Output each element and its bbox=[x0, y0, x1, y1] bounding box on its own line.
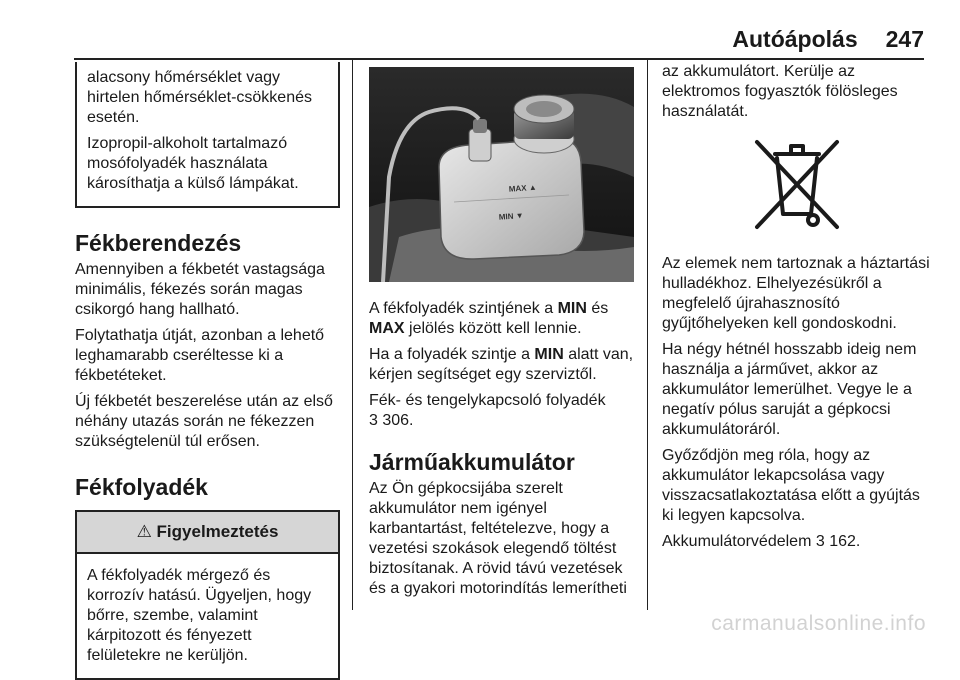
watermark: carmanualsonline.info bbox=[711, 612, 926, 635]
brake-paragraph-2: Folytathatja útját, azonban a lehető leghamarabb cseréltesse ki a fékbetéteket. bbox=[75, 327, 325, 384]
brake-paragraph-1: Amennyiben a fékbetét vastagsága minimális, fékezés során magas csikorgó hang hallható. bbox=[75, 261, 325, 318]
note-paragraph-1: alacsony hőmérséklet vagy hirtelen hőmérséklet-csökkenés esetén. bbox=[87, 69, 312, 126]
low-level-paragraph: Ha a folyadék szintje a MIN alatt van, kérjen segítséget egy szerviztől. bbox=[369, 346, 634, 383]
page-number: 247 bbox=[885, 26, 924, 52]
warning-title-bar bbox=[77, 512, 338, 554]
warning-title: Figyelmeztetés bbox=[156, 522, 279, 541]
battery-paragraph-2: az akkumulátort. Kerülje az elektromos fogyasztók fölösleges használatát. bbox=[662, 63, 898, 120]
battery-protection-paragraph: Akkumulátorvédelem 3 162. bbox=[662, 533, 861, 550]
header-rule bbox=[74, 58, 924, 60]
warning-body: A fékfolyadék mérgező és korrozív hatású. Ügyeljen, hogy bőrre, szembe, valamint kárpitozott és fényezett felületekre ne kerüljön. bbox=[87, 567, 312, 664]
photo-min-label: MIN ▼ bbox=[498, 210, 524, 222]
column-divider-2 bbox=[647, 60, 648, 610]
warning-icon: ⚠ bbox=[136, 522, 152, 541]
column-divider-1 bbox=[352, 60, 353, 610]
brake-paragraph-3: Új fékbetét beszerelése után az első néhány utazás során ne fékezzen szükségtelenül túl erősen. bbox=[75, 393, 333, 450]
storage-paragraph: Ha négy hétnél hosszabb ideig nem használja a járművet, akkor az akkumulátor lemerülhet. Vegye le a negatív pólus saruját a gépkocsi akkumulátoráról. bbox=[662, 341, 917, 438]
level-paragraph: A fékfolyadék szintjének a MIN és MAX jelölés között kell lennie. bbox=[369, 300, 609, 337]
brake-fluid-heading: Fékfolyadék bbox=[75, 474, 208, 500]
fluid-reference-paragraph: Fék- és tengelykapcsoló folyadék 3 306. bbox=[369, 392, 606, 429]
brake-system-heading: Fékberendezés bbox=[75, 230, 242, 256]
fluid-page-reference[interactable]: 3 306. bbox=[369, 412, 414, 429]
column-2 bbox=[369, 62, 634, 605]
ignition-paragraph: Győződjön meg róla, hogy az akkumulátor lekapcsolása vagy visszacsatlakoztatása előtt a gyújtás ki legyen kapcsolva. bbox=[662, 447, 920, 524]
battery-paragraph-1: Az Ön gépkocsijába szerelt akkumulátor nem igényel karbantartást, feltételezve, hogy a vezetési szokások elegendő töltést biztosítanak. A rövid távú vezetések és a gyakori motorindítás lemerítheti bbox=[369, 480, 627, 597]
section-title: Autóápolás bbox=[732, 26, 858, 52]
column-1 bbox=[75, 62, 340, 680]
crossed-out-bin-icon bbox=[747, 132, 847, 242]
brake-fluid-reservoir-photo bbox=[369, 67, 634, 282]
battery-protection-reference[interactable]: 3 162. bbox=[815, 533, 861, 550]
column-3 bbox=[662, 62, 932, 558]
battery-heading: Járműakkumulátor bbox=[369, 449, 575, 475]
warning-box bbox=[75, 510, 340, 680]
note-paragraph-2: Izopropil-alkoholt tartalmazó mosófolyadék használata károsíthatja a külső lámpákat. bbox=[87, 135, 299, 192]
page-header bbox=[732, 26, 924, 53]
photo-max-label: MAX ▲ bbox=[508, 182, 538, 194]
disposal-paragraph: Az elemek nem tartoznak a háztartási hulladékhoz. Elhelyezésükről a megfelelő újrahasznosító gyűjtőhelyeken kell gondoskodni. bbox=[662, 255, 930, 332]
note-box bbox=[75, 62, 340, 208]
